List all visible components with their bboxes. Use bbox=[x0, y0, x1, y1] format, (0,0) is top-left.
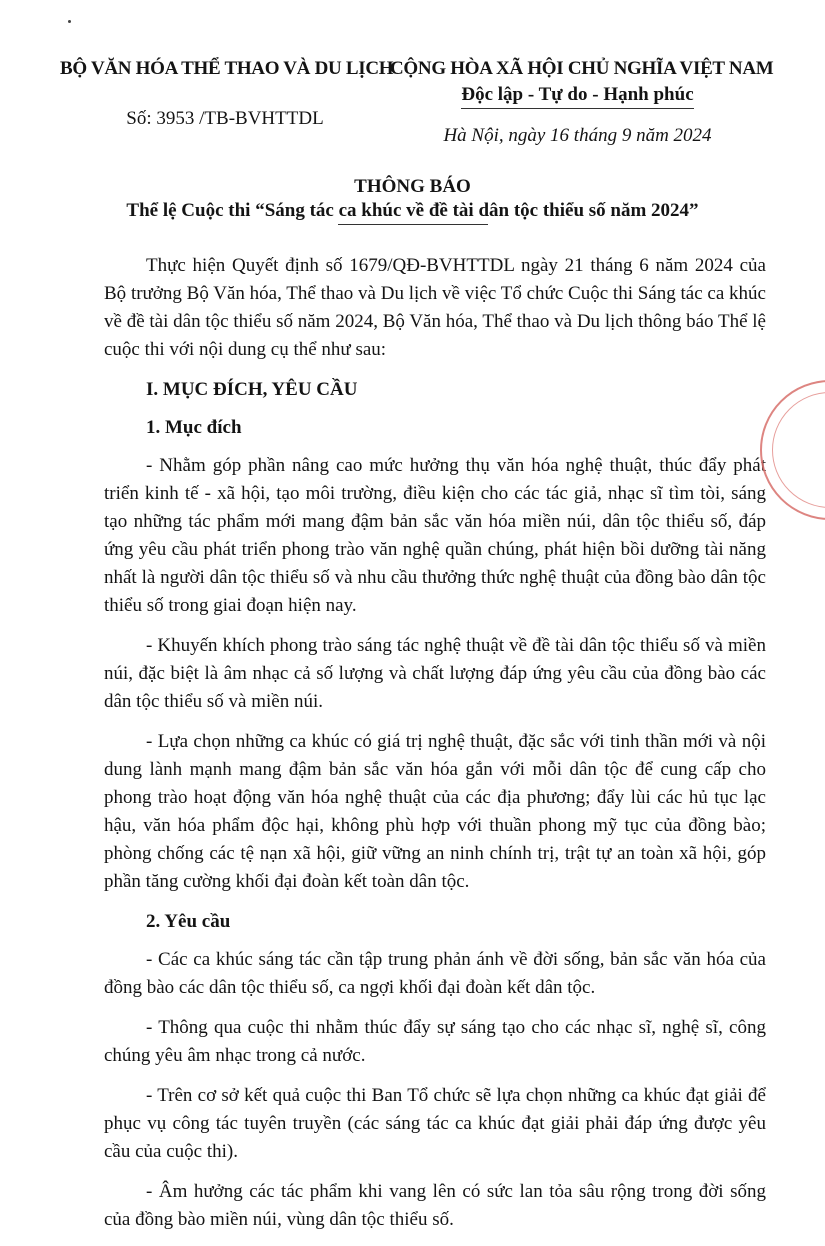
document-subtitle: Thể lệ Cuộc thi “Sáng tác ca khúc về đề tài dân tộc thiểu số năm 2024” bbox=[126, 200, 699, 221]
agency-name: BỘ VĂN HÓA THỂ THAO VÀ DU LỊCH bbox=[60, 58, 394, 79]
title-block bbox=[60, 176, 765, 225]
section-1-heading: I. MỤC ĐÍCH, YÊU CẦU bbox=[146, 379, 358, 400]
subsection-2-heading: 2. Yêu cầu bbox=[146, 911, 231, 932]
paragraph: - Trên cơ sở kết quả cuộc thi Ban Tổ chức sẽ lựa chọn những ca khúc đạt giải để phục vụ công tác tuyên truyền (các sáng tác ca khúc đạt giải phải đáp ứng được yêu cầu của cuộc thi). bbox=[104, 1085, 766, 1162]
intro-paragraph: Thực hiện Quyết định số 1679/QĐ-BVHTTDL ngày 21 tháng 6 năm 2024 của Bộ trưởng Bộ Văn hóa, Thể thao và Du lịch về việc Tổ chức Cuộc thi Sáng tác ca khúc về đề tài dân tộc thiểu số năm 2024, Bộ Văn hóa, Thể thao và Du lịch thông báo Thể lệ cuộc thi với nội dung cụ thể như sau: bbox=[104, 255, 766, 360]
place-and-date: Hà Nội, ngày 16 tháng 9 năm 2024 bbox=[443, 125, 712, 146]
header-right bbox=[390, 58, 774, 147]
paragraph: - Khuyến khích phong trào sáng tác nghệ thuật về đề tài dân tộc thiểu số và miền núi, đặc biệt là âm nhạc cả số lượng và chất lượng đáp ứng yêu cầu của đồng bào các dân tộc thiểu số và miền núi. bbox=[104, 635, 766, 712]
document-body bbox=[104, 252, 766, 1246]
scan-speck bbox=[68, 20, 71, 23]
paragraph: - Nhằm góp phần nâng cao mức hưởng thụ văn hóa nghệ thuật, thúc đẩy phát triển kinh tế - xã hội, tạo môi trường, điều kiện cho các tác giả, nhạc sĩ tìm tòi, sáng tạo những tác phẩm mới mang đậm bản sắc văn hóa miền núi, dân tộc thiểu số, đáp ứng yêu cầu phát triển phong trào văn nghệ quần chúng, phát hiện bồi dưỡng tài năng nhất là người dân tộc thiểu số và nhu cầu thưởng thức nghệ thuật của đồng bào dân tộc thiểu số trong giai đoạn hiện nay. bbox=[104, 455, 766, 616]
subsection-1-heading: 1. Mục đích bbox=[146, 417, 242, 438]
document-title: THÔNG BÁO bbox=[354, 176, 471, 197]
paragraph: - Âm hưởng các tác phẩm khi vang lên có sức lan tỏa sâu rộng trong đời sống của đồng bào miền núi, vùng dân tộc thiểu số. bbox=[104, 1181, 766, 1230]
header-left bbox=[60, 58, 394, 130]
red-seal-stamp bbox=[760, 380, 825, 520]
red-seal-inner-ring bbox=[772, 392, 825, 508]
paragraph: - Thông qua cuộc thi nhằm thúc đẩy sự sáng tạo cho các nhạc sĩ, nghệ sĩ, công chúng yêu âm nhạc trong cả nước. bbox=[104, 1017, 766, 1066]
country-name: CỘNG HÒA XÃ HỘI CHỦ NGHĨA VIỆT NAM bbox=[390, 58, 774, 79]
title-underline bbox=[338, 224, 488, 225]
national-motto: Độc lập - Tự do - Hạnh phúc bbox=[461, 84, 693, 109]
document-number: Số: 3953 /TB-BVHTTDL bbox=[126, 108, 324, 129]
paragraph: - Lựa chọn những ca khúc có giá trị nghệ thuật, đặc sắc với tinh thần mới và nội dung lành mạnh mang đậm bản sắc văn hóa gắn với mỗi dân tộc để cung cấp cho phong trào hoạt động văn hóa nghệ thuật của các địa phương; đẩy lùi các hủ tục lạc hậu, văn hóa phẩm độc hại, không phù hợp với thuần phong mỹ tục của đồng bào; phòng chống các tệ nạn xã hội, giữ vững an ninh chính trị, trật tự an toàn xã hội, góp phần tăng cường khối đại đoàn kết toàn dân tộc. bbox=[104, 731, 766, 892]
paragraph: - Các ca khúc sáng tác cần tập trung phản ánh về đời sống, bản sắc văn hóa của đồng bào các dân tộc thiểu số, ca ngợi khối đại đoàn kết dân tộc. bbox=[104, 949, 766, 998]
